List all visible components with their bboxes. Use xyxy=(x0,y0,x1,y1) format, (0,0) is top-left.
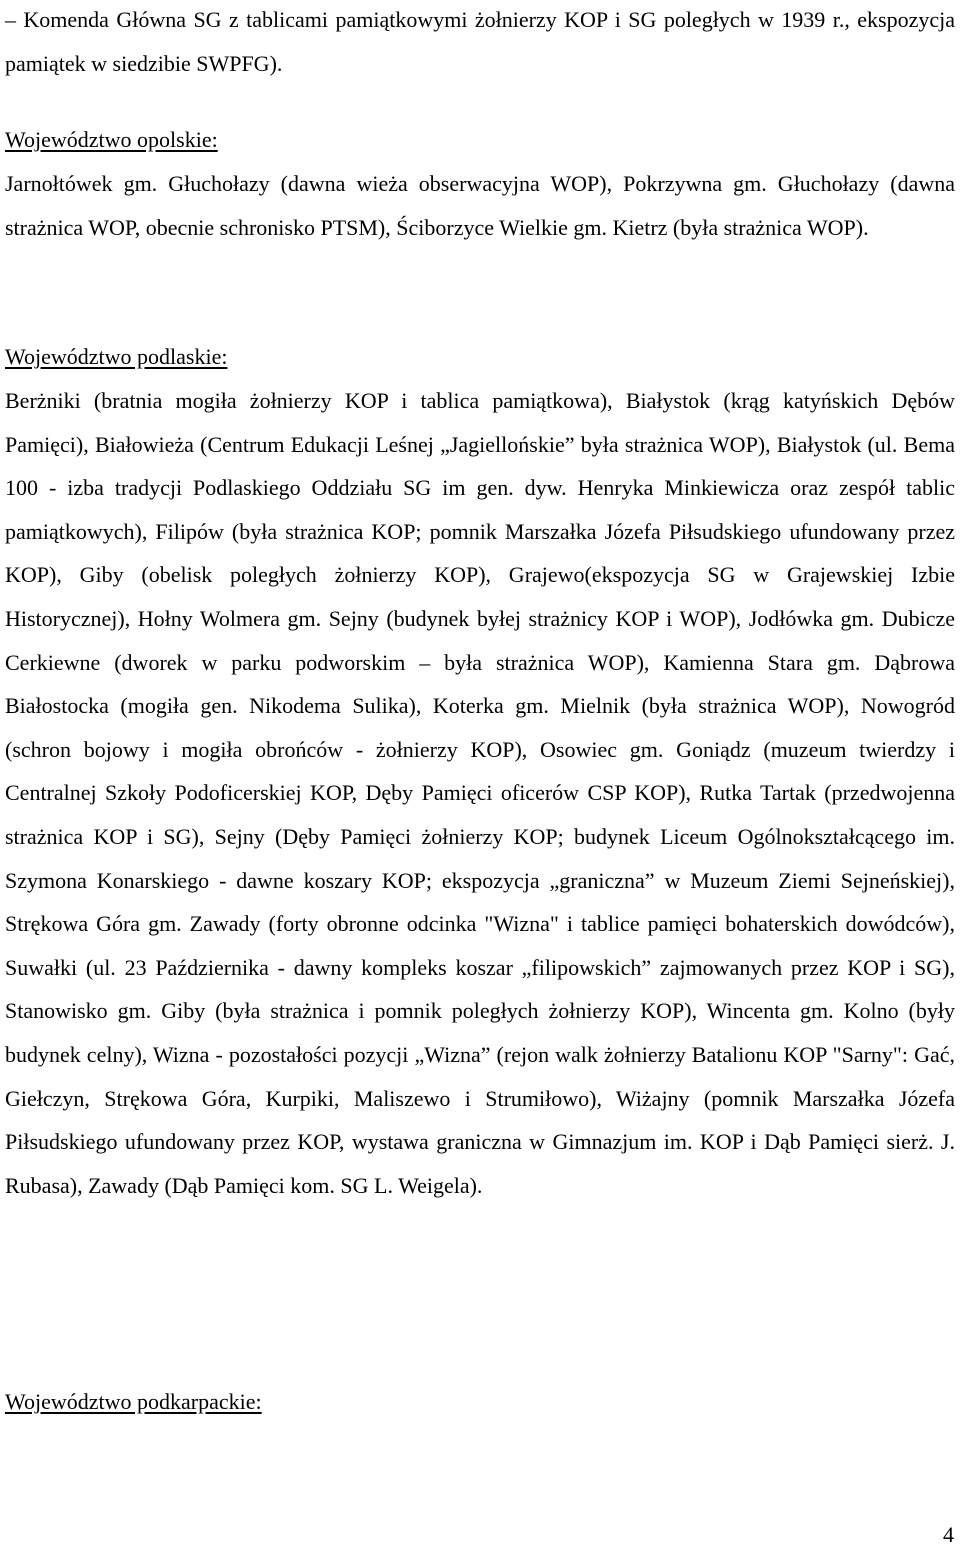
page-number: 4 xyxy=(943,1522,954,1547)
section-body-opolskie: Jarnołtówek gm. Głuchołazy (dawna wieża obserwacyjna WOP), Pokrzywna gm. Głuchołazy (dawna strażnica WOP, obecnie schronisko PTSM), Ściborzyce Wielkie gm. Kietrz (była strażnica WOP). xyxy=(5,171,955,240)
section-heading-podlaskie: Województwo podlaskie: xyxy=(5,344,228,369)
section-heading-podkarpackie: Województwo podkarpackie: xyxy=(5,1389,262,1414)
intro-paragraph: – Komenda Główna SG z tablicami pamiątkowymi żołnierzy KOP i SG poległych w 1939 r., ekspozycja pamiątek w siedzibie SWPFG). xyxy=(5,7,955,76)
section-body-podlaskie: Berżniki (bratnia mogiła żołnierzy KOP i tablica pamiątkowa), Białystok (krąg katyńskich Dębów Pamięci), Białowieża (Centrum Edukacji Leśnej „Jagiellońskie” była strażnica WOP), Białystok (ul. Bema 100 - izba tradycji Podlaskiego Oddziału SG im gen. dyw. Henryka Minkiewicza oraz zespół tablic pamiątkowych), Filipów (była strażnica KOP; pomnik Marszałka Józefa Piłsudskiego ufundowany przez KOP), Giby (obelisk poległych żołnierzy KOP), Grajewo(ekspozycja SG w Grajewskiej Izbie Historycznej), Hołny Wolmera gm. Sejny (budynek byłej strażnicy KOP i WOP), Jodłówka gm. Dubicze Cerkiewne (dworek w parku podworskim – była strażnica WOP), Kamienna Stara gm. Dąbrowa Białostocka (mogiła gen. Nikodema Sulika), Koterka gm. Mielnik (była strażnica WOP), Nowogród (schron bojowy i mogiła obrońców - żołnierzy KOP), Osowiec gm. Goniądz (muzeum twierdzy i Centralnej Szkoły Podoficerskiej KOP, Dęby Pamięci oficerów CSP KOP), Rutka Tartak (przedwojenna strażnica KOP i SG), Sejny (Dęby Pamięci żołnierzy KOP; budynek Liceum Ogólnokształcącego im. Szymona Konarskiego - dawne koszary KOP; ekspozycja „graniczna” w Muzeum Ziemi Sejneńskiej), Strękowa Góra gm. Zawady (forty obronne odcinka "Wizna" i tablice pamięci bohaterskich dowódców), Suwałki (ul. 23 Października - dawny kompleks koszar „filipowskich” zajmowanych przez KOP i SG), Stanowisko gm. Giby (była strażnica i pomnik poległych żołnierzy KOP), Wincenta gm. Kolno (były budynek celny), Wizna - pozostałości pozycji „Wizna” (rejon walk żołnierzy Batalionu KOP "Sarny": Gać, Giełczyn, Strękowa Góra, Kurpiki, Maliszewo i Strumiłowo), Wiżajny (pomnik Marszałka Józefa Piłsudskiego ufundowany przez KOP, wystawa graniczna w Gimnazjum im. KOP i Dąb Pamięci sierż. J. Rubasa), Zawady (Dąb Pamięci kom. SG L. Weigela). xyxy=(5,388,955,1198)
section-heading-opolskie: Województwo opolskie: xyxy=(5,127,218,152)
